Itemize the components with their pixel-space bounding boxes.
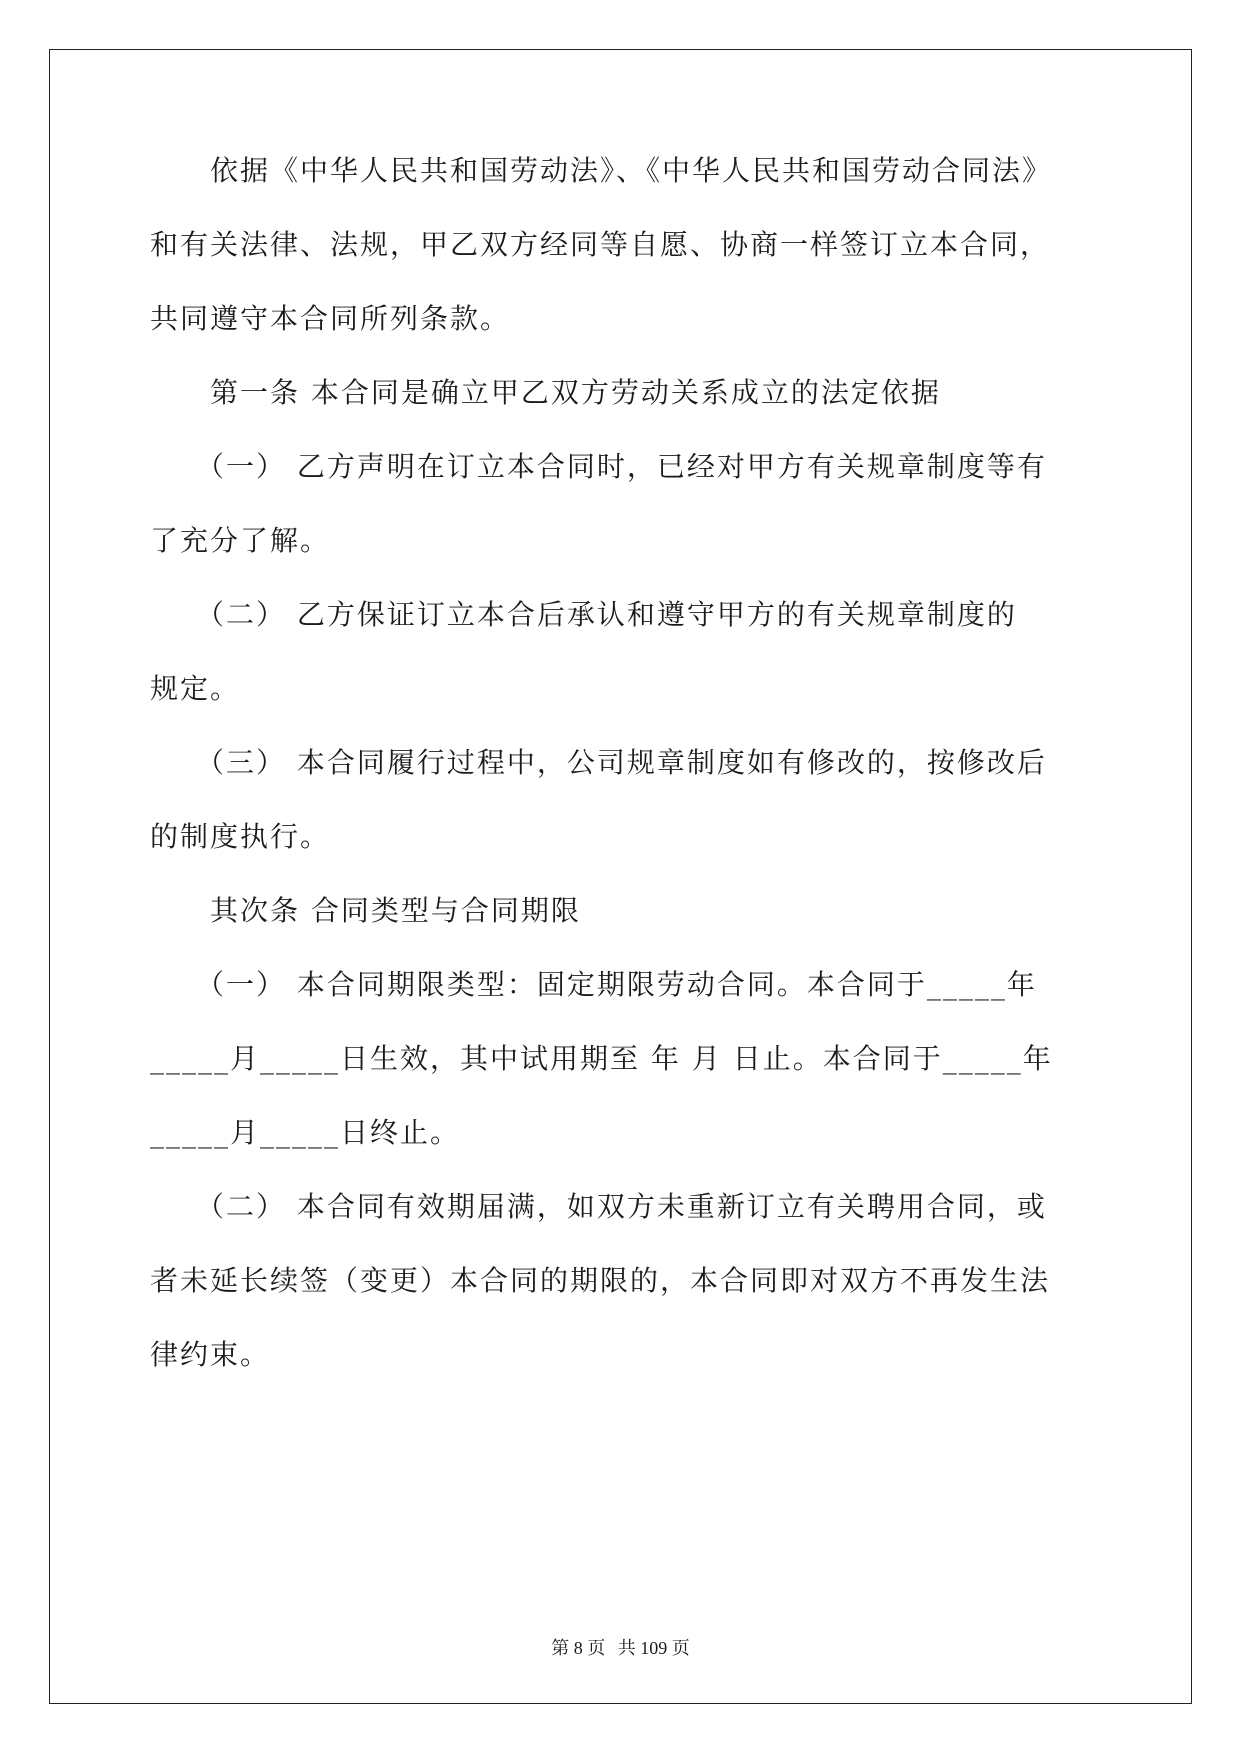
article-heading: 第一条 本合同是确立甲乙双方劳动关系成立的法定依据	[150, 376, 941, 409]
text-line: （一） 乙方声明在订立本合同时，已经对甲方有关规章制度等有	[150, 450, 1047, 483]
text-line: 共同遵守本合同所列条款。	[150, 302, 511, 335]
text-line: 依据《中华人民共和国劳动法》、《中华人民共和国劳动合同法》	[150, 154, 1053, 187]
page-number: 第 8 页	[551, 1638, 606, 1658]
text-line: _____月_____日生效，其中试用期至 年 月 日止。本合同于_____年	[150, 1042, 1053, 1075]
text-line: 和有关法律、法规，甲乙双方经同等自愿、协商一样签订立本合同，	[150, 228, 1051, 261]
text-line: （三） 本合同履行过程中，公司规章制度如有修改的，按修改后	[150, 746, 1047, 779]
text-line: （二） 乙方保证订立本合后承认和遵守甲方的有关规章制度的	[150, 598, 1017, 631]
text-line: 了充分了解。	[150, 524, 331, 557]
text-line: 规定。	[150, 672, 241, 705]
article-heading: 其次条 合同类型与合同期限	[150, 894, 581, 927]
text-line: 的制度执行。	[150, 820, 331, 853]
page-border	[49, 49, 1192, 1704]
page-footer	[0, 1636, 1241, 1660]
text-line: （一） 本合同期限类型：固定期限劳动合同。本合同于_____年	[150, 968, 1037, 1001]
text-line: （二） 本合同有效期届满，如双方未重新订立有关聘用合同，或	[150, 1190, 1047, 1223]
text-line: 者未延长续签（变更）本合同的期限的，本合同即对双方不再发生法	[150, 1264, 1051, 1297]
text-line: _____月_____日终止。	[150, 1116, 461, 1149]
text-line: 律约束。	[150, 1338, 271, 1371]
total-pages: 共 109 页	[617, 1638, 690, 1658]
